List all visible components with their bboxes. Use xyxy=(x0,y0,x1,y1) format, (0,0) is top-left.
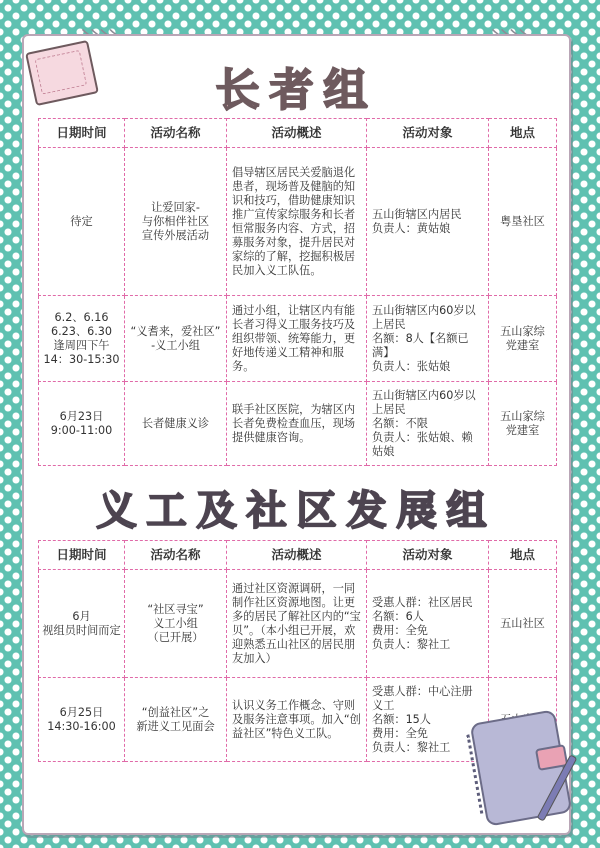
table-header-row xyxy=(39,541,557,570)
cell-desc: 认识义务工作概念、守则及服务注意事项。加入“创益社区”特色义工队。 xyxy=(227,678,367,762)
cell-name: 让爱回家- 与你相伴社区 宣传外展活动 xyxy=(125,148,227,296)
section-title-volunteer: 义工及社区发展组 xyxy=(96,487,497,534)
header-date: 日期时间 xyxy=(39,119,125,148)
header-date: 日期时间 xyxy=(39,541,125,570)
cell-desc: 联手社区医院，为辖区内长者免费检查血压，现场提供健康咨询。 xyxy=(227,382,367,466)
cell-target: 五山街辖区内60岁以上居民 名额：8人【名额已满】 负责人：张姑娘 xyxy=(367,296,489,382)
cell-name: “创益社区”之 新进义工见面会 xyxy=(125,678,227,762)
header-target: 活动对象 xyxy=(367,541,489,570)
cell-place: 五山家综 党建室 xyxy=(489,382,557,466)
header-place: 地点 xyxy=(489,541,557,570)
cell-place: 五山家综 党建室 xyxy=(489,296,557,382)
cell-target: 受惠人群：社区居民 名额：6人 费用：全免 负责人：黎社工 xyxy=(367,570,489,678)
header-name: 活动名称 xyxy=(125,119,227,148)
planner-notebook-icon xyxy=(470,709,573,826)
cell-desc: 倡导辖区居民关爱脑退化患者，现场普及健脑的知识和技巧，借助健康知识推广宣传家综服务和长者恒常服务内容、方式，招募服务对象，提升居民对家综的了解，挖掘积极居民加入义工队伍。 xyxy=(227,148,367,296)
cell-date: 待定 xyxy=(39,148,125,296)
cell-target: 五山街辖区内居民 负责人：黄姑娘 xyxy=(367,148,489,296)
cell-place: 粤垦社区 xyxy=(489,148,557,296)
cell-date: 6月25日 14:30-16:00 xyxy=(39,678,125,762)
header-desc: 活动概述 xyxy=(227,119,367,148)
cell-target: 五山街辖区内60岁以上居民 名额：不限 负责人：张姑娘、赖姑娘 xyxy=(367,382,489,466)
table-row xyxy=(39,570,557,678)
cell-desc: 通过社区资源调研，一同制作社区资源地图。让更多的居民了解社区内的“宝贝”。（本小组已开展，欢迎熟悉五山社区的居民朋友加入） xyxy=(227,570,367,678)
cell-name: “义耆来，爱社区” -义工小组 xyxy=(125,296,227,382)
table-row xyxy=(39,296,557,382)
table-row xyxy=(39,148,557,296)
cell-date: 6.2、6.16 6.23、6.30 逢周四下午 14：30-15:30 xyxy=(39,296,125,382)
header-target: 活动对象 xyxy=(367,119,489,148)
cell-target: 受惠人群：中心注册义工 名额：15人 费用：全免 负责人：黎社工 xyxy=(367,678,489,762)
cell-place: 五山社区 xyxy=(489,570,557,678)
elderly-activity-table xyxy=(38,118,557,466)
section-title-elderly: 长者组 xyxy=(215,65,378,116)
table-header-row xyxy=(39,119,557,148)
header-place: 地点 xyxy=(489,119,557,148)
table-row xyxy=(39,382,557,466)
cell-desc: 通过小组，让辖区内有能长者习得义工服务技巧及组织带领、统筹能力，更好地传递义工精神和服务。 xyxy=(227,296,367,382)
header-desc: 活动概述 xyxy=(227,541,367,570)
header-name: 活动名称 xyxy=(125,541,227,570)
cell-date: 6月 视组员时间而定 xyxy=(39,570,125,678)
poster-paper xyxy=(22,34,571,835)
cell-date: 6月23日 9:00-11:00 xyxy=(39,382,125,466)
cell-name: “社区寻宝” 义工小组 （已开展） xyxy=(125,570,227,678)
cell-name: 长者健康义诊 xyxy=(125,382,227,466)
